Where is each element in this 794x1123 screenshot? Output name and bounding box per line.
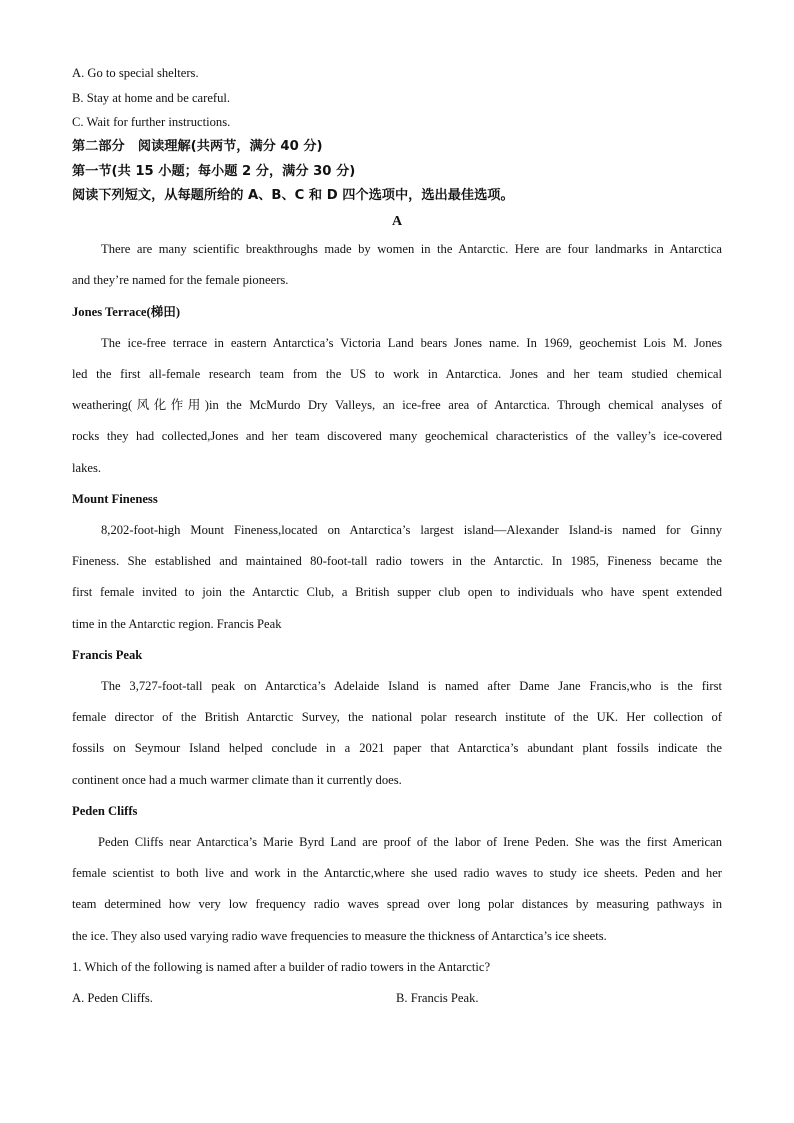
paragraph-line: The ice-free terrace in eastern Antarctica’s Victoria Land bears Jones name. In 1969, geochemist Lois M. Jones [101,336,722,350]
section-heading-francis-peak: Francis Peak [72,648,143,662]
paragraph-line: continent once had a much warmer climate than it currently does. [72,773,402,787]
paragraph-line: rocks they had collected,Jones and her team discovered many geochemical characteristics of the valley’s ice-covered [72,429,722,443]
prev-option-c: C. Wait for further instructions. [72,115,231,129]
paragraph-line: first female invited to join the Antarctic Club, a British supper club open to individuals who have spent extended [72,585,722,599]
instruction: 阅读下列短文，从每题所给的 A、B、C 和 D 四个选项中，选出最佳选项。 [72,188,514,203]
paragraph-line: time in the Antarctic region. Francis Peak [72,617,282,631]
paragraph-line: fossils on Seymour Island helped conclude in a 2021 paper that Antarctica’s abundant plant fossils indicate the [72,741,722,755]
paragraph-line: led the first all-female research team from the US to work in Antarctica. Jones and her team studied chemical [72,367,722,381]
section-title: 第二部分 阅读理解(共两节，满分 40 分) [72,139,323,154]
paragraph-line: Peden Cliffs near Antarctica’s Marie Byrd Land are proof of the labor of Irene Peden. She was the first American [98,835,722,849]
paragraph-line: Fineness. She established and maintained 80-foot-tall radio towers in the Antarctic. In 1985, Fineness became the [72,554,722,568]
section-heading-peden-cliffs: Peden Cliffs [72,804,138,818]
paragraph-line: team determined how very low frequency radio waves spread over long polar distances by measuring pathways in [72,897,722,911]
question-1-option-b: B. Francis Peak. [396,991,479,1005]
paragraph-line: lakes. [72,461,102,475]
passage-label: A [391,214,403,229]
prev-option-a: A. Go to special shelters. [72,66,199,80]
paragraph-line: female director of the British Antarctic Survey, the national polar research institute of the UK. Her collection of [72,710,722,724]
question-1-text: 1. Which of the following is named after a builder of radio towers in the Antarctic? [72,960,491,974]
paragraph-line: female scientist to both live and work in the Antarctic,where she used radio waves to study ice sheets. Peden and her [72,866,722,880]
subsection-title: 第一节(共 15 小题；每小题 2 分，满分 30 分) [72,164,356,179]
prev-option-b: B. Stay at home and be careful. [72,91,231,105]
paragraph-line: 8,202-foot-high Mount Fineness,located on Antarctica’s largest island—Alexander Island-is named for Ginny [101,523,722,537]
intro-line: and they’re named for the female pioneers. [72,273,289,287]
paragraph-line: the ice. They also used varying radio wave frequencies to measure the thickness of Antarctica’s ice sheets. [72,929,607,943]
question-1-option-a: A. Peden Cliffs. [72,991,153,1005]
paragraph-line: The 3,727-foot-tall peak on Antarctica’s Adelaide Island is named after Dame Jane Francis,who is the first [101,679,722,693]
section-heading-jones-terrace: Jones Terrace(梯田) [72,305,181,319]
intro-line: There are many scientific breakthroughs made by women in the Antarctic. Here are four landmarks in Antarctica [101,242,722,256]
paragraph-line: weathering(风化作用)in the McMurdo Dry Valleys, an ice-free area of Antarctica. Through chemical analyses of [72,398,722,412]
section-heading-mount-fineness: Mount Fineness [72,492,158,506]
